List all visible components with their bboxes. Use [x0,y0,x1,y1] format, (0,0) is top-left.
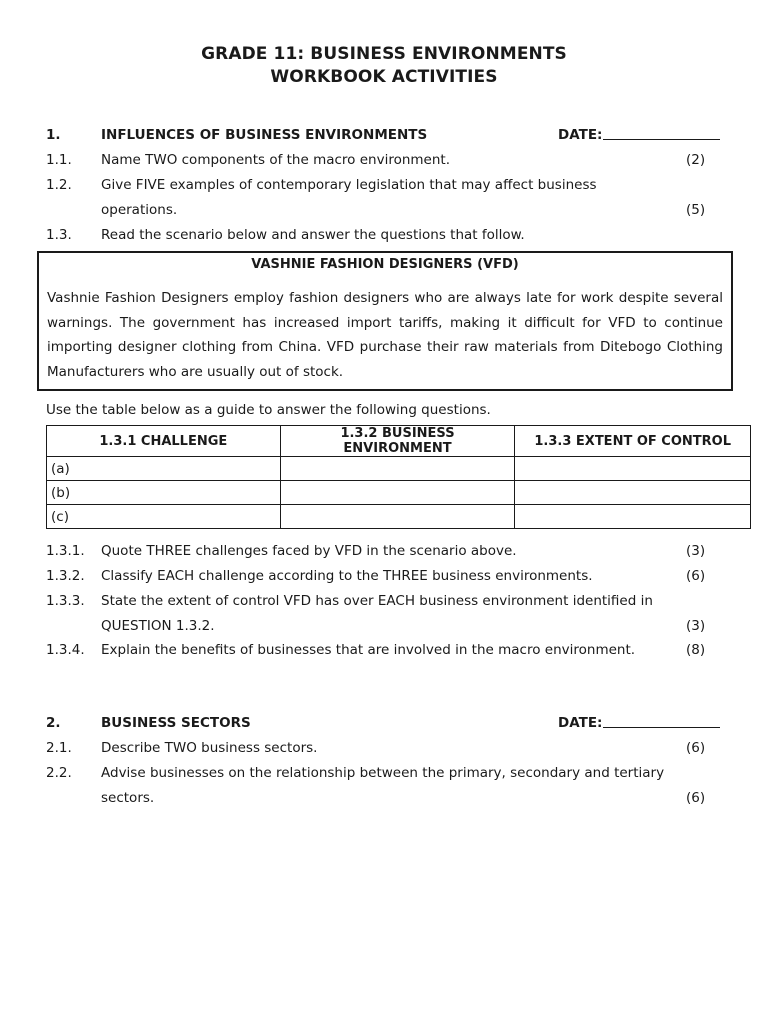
table-row [47,481,751,505]
question-1-2-cont [0,199,768,221]
question-text-cont: QUESTION 1.3.2. [101,618,215,634]
question-1-2 [0,174,768,196]
page-title-line1: GRADE 11: BUSINESS ENVIRONMENTS [201,44,567,64]
question-marks: (8) [686,642,706,658]
question-number: 1.3.4. [46,642,85,658]
scenario-box [37,251,733,391]
question-number: 1.3.3. [46,593,85,609]
question-text: Explain the benefits of businesses that are involved in the macro environment. [101,642,636,658]
question-marks: (2) [686,152,706,168]
question-1-3-3 [0,590,768,612]
question-text: Describe TWO business sectors. [101,740,318,756]
question-1-3-1 [0,540,768,562]
table-cell [280,457,515,481]
question-number: 2.1. [46,740,72,756]
question-1-3 [0,224,768,246]
table-header-row [47,426,751,457]
scenario-body: Vashnie Fashion Designers employ fashion designers who are always late for work despite several warnings. The government has increased import tariffs, making it difficult for VFD to continue importing designer clothing from China. VFD purchase their raw materials from Ditebogo Clothing Manufacturers who are usually out of stock. [47,290,723,380]
date-label: DATE: [558,127,603,143]
table-header-business-environment: 1.3.2 BUSINESS ENVIRONMENT [280,426,515,457]
question-number: 1.1. [46,152,72,168]
table-intro-text: Use the table below as a guide to answer the following questions. [46,402,491,418]
table-header-challenge: 1.3.1 CHALLENGE [47,426,281,457]
section-title: INFLUENCES OF BUSINESS ENVIRONMENTS [101,127,428,143]
table-row-label: (a) [47,457,281,481]
table-cell [280,505,515,529]
guide-table [46,425,751,529]
question-2-2-cont [0,787,768,809]
question-1-3-4 [0,639,768,661]
question-2-1 [0,737,768,759]
table-header-extent-of-control: 1.3.3 EXTENT OF CONTROL [515,426,751,457]
question-text-cont: sectors. [101,790,155,806]
table-intro [0,399,768,421]
table-row-label: (b) [47,481,281,505]
question-marks: (3) [686,543,706,559]
date-blank-line [603,727,720,728]
page-title-line2: WORKBOOK ACTIVITIES [270,67,498,87]
date-blank-line [603,139,720,140]
table-cell [515,505,751,529]
question-number: 2.2. [46,765,72,781]
question-text: State the extent of control VFD has over EACH business environment identified in [101,593,653,609]
table-cell [280,481,515,505]
question-number: 1.2. [46,177,72,193]
table-row-label: (c) [47,505,281,529]
question-text: Name TWO components of the macro environment. [101,152,450,168]
table-row [47,505,751,529]
section2-heading [0,712,768,734]
section-number: 1. [46,127,61,143]
question-text: Give FIVE examples of contemporary legislation that may affect business [101,177,597,193]
question-text: Advise businesses on the relationship between the primary, secondary and tertiary [101,765,665,781]
date-label: DATE: [558,715,603,731]
question-text: Quote THREE challenges faced by VFD in the scenario above. [101,543,517,559]
question-2-2 [0,762,768,784]
question-number: 1.3. [46,227,72,243]
table-row [47,457,751,481]
question-1-3-3-cont [0,615,768,637]
section-title: BUSINESS SECTORS [101,715,251,731]
question-number: 1.3.1. [46,543,85,559]
table-cell [515,457,751,481]
question-1-1 [0,149,768,171]
question-text-cont: operations. [101,202,178,218]
question-number: 1.3.2. [46,568,85,584]
question-marks: (5) [686,202,706,218]
question-marks: (6) [686,790,706,806]
section-number: 2. [46,715,61,731]
scenario-title: VASHNIE FASHION DESIGNERS (VFD) [251,257,519,272]
question-marks: (6) [686,740,706,756]
question-marks: (6) [686,568,706,584]
question-marks: (3) [686,618,706,634]
question-text: Read the scenario below and answer the questions that follow. [101,227,525,243]
section1-heading [0,124,768,146]
table-cell [515,481,751,505]
question-text: Classify EACH challenge according to the THREE business environments. [101,568,593,584]
question-1-3-2 [0,565,768,587]
